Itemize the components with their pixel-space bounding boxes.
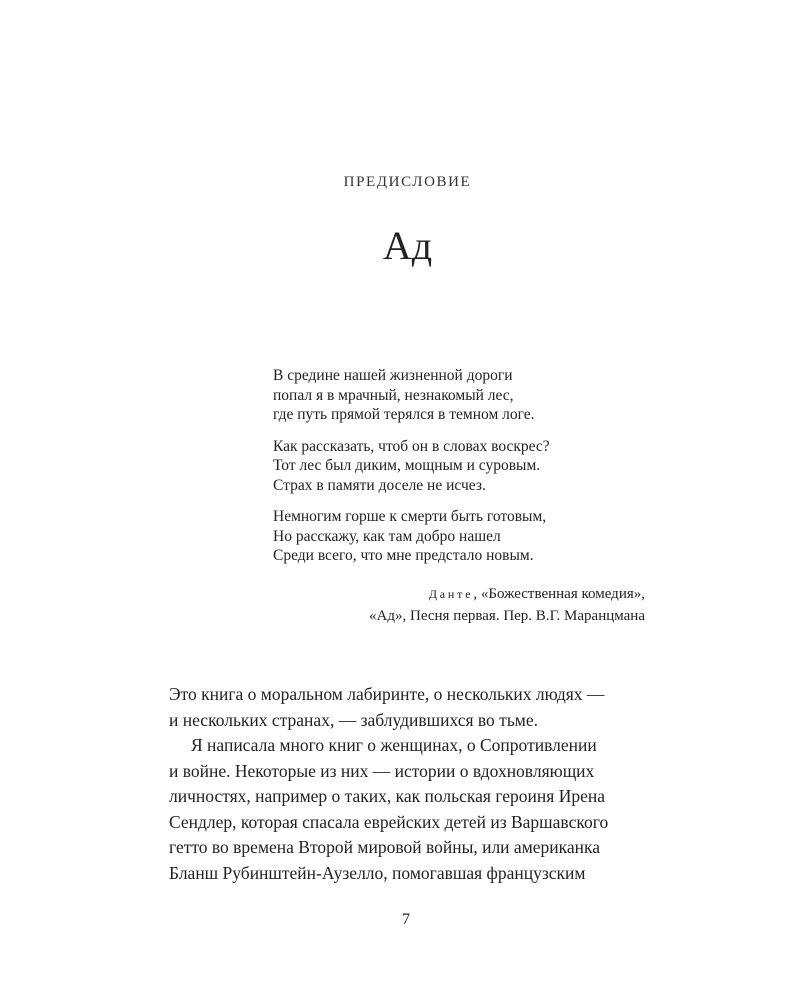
epigraph-line: Страх в памяти доселе не исчез. xyxy=(273,476,486,494)
epigraph-line: В средине нашей жизненной дороги xyxy=(273,367,513,384)
body-line: Сендлер, которая спасала еврейских детей из Варшавского xyxy=(169,811,609,832)
attribution-line: «Ад», Песня первая. Пер. В.Г. Маранцмана xyxy=(369,608,645,624)
epigraph-attribution xyxy=(273,583,645,627)
attribution-line xyxy=(273,583,645,605)
attribution-author: Данте xyxy=(428,587,474,601)
epigraph-line: где путь прямой терялся в темном логе. xyxy=(273,406,535,423)
epigraph-stanza xyxy=(273,437,653,496)
epigraph-stanza xyxy=(273,507,653,566)
section-label: ПРЕДИСЛОВИЕ xyxy=(343,174,472,190)
body-text xyxy=(169,682,645,886)
body-line: личностях, например о таких, как польская героиня Ирена xyxy=(169,786,605,806)
attribution-source: , «Божественная комедия», xyxy=(473,586,645,602)
epigraph-line: Тот лес был диким, мощным и суровым. xyxy=(273,457,541,474)
epigraph-line: Немногим горше к смерти быть готовым, xyxy=(273,508,547,525)
body-line: и нескольких странах, — заблудившихся во тьме. xyxy=(169,709,539,730)
epigraph-line: попал я в мрачный, незнакомый лес, xyxy=(273,386,514,404)
body-line: Это книга о моральном лабиринте, о нескольких людях — xyxy=(169,684,605,704)
body-line: гетто во времена Второй мировой войны, или американка xyxy=(169,837,601,857)
page-number: 7 xyxy=(402,911,410,928)
epigraph xyxy=(273,366,653,578)
body-line: и войне. Некоторые из них — истории о вдохновляющих xyxy=(169,760,595,781)
epigraph-stanza xyxy=(273,366,653,425)
body-line: Бланш Рубинштейн-Аузелло, помогавшая французским xyxy=(169,862,586,883)
epigraph-line: Как рассказать, чтоб он в словах воскрес? xyxy=(273,437,550,455)
chapter-title: Ад xyxy=(382,223,433,268)
epigraph-line: Но расскажу, как там добро нашел xyxy=(273,527,501,545)
epigraph-line: Среди всего, что мне предстало новым. xyxy=(273,547,534,564)
body-line: Я написала много книг о женщинах, о Сопротивлении xyxy=(191,735,597,755)
